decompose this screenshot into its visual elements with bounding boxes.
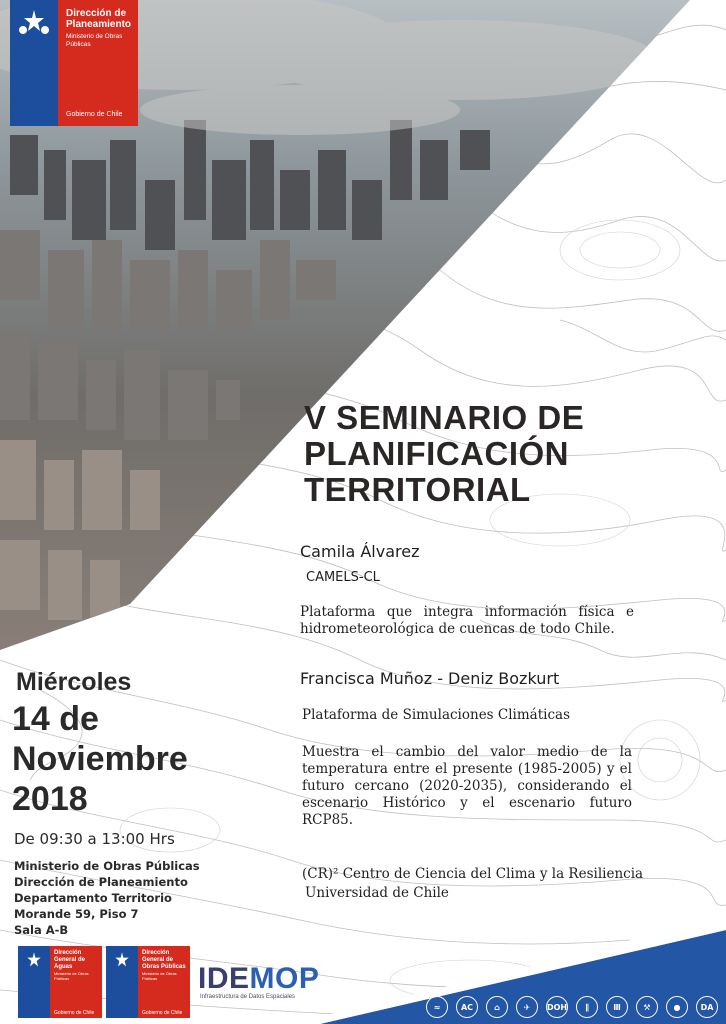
da-icon: DA <box>696 996 718 1018</box>
idemop-mop: MOP <box>249 962 320 995</box>
logo-government: Gobierno de Chile <box>66 111 123 118</box>
pillar-icon: Ⅲ <box>606 996 628 1018</box>
water-icon: ≈ <box>426 996 448 1018</box>
doh-icon: DOH <box>546 996 568 1018</box>
affiliation-line-1: (CR)² Centro de Ciencia del Clima y la Resiliencia <box>302 866 644 882</box>
idemop-ide: IDE <box>198 962 250 995</box>
dgop-logo <box>106 946 190 1018</box>
logo-name: Dirección General de Aguas <box>54 950 86 970</box>
logo-government: Gobierno de Chile <box>142 1010 183 1016</box>
talk-2-description: Muestra el cambio del valor medio de la temperatura entre el presente (1985-2005) y el futuro cercano (2020-2035), considerando el escenario Histórico y el escenario futuro RCP85. <box>302 744 632 828</box>
venue-line: Morande 59, Piso 7 <box>14 907 139 921</box>
logo-org-name: Dirección de Planeamiento <box>66 8 132 30</box>
venue-line: Sala A-B <box>14 923 69 937</box>
chile-crest-icon <box>111 951 133 971</box>
event-day: Miércoles <box>16 668 132 696</box>
idemop-logo <box>198 962 319 996</box>
title-line: PLANIFICACIÓN <box>304 435 569 472</box>
logo-government: Gobierno de Chile <box>54 1010 95 1016</box>
venue-line: Departamento Territorio <box>14 891 172 905</box>
airplane-icon: ✈ <box>516 996 538 1018</box>
event-date-line-1: 14 de <box>12 700 99 738</box>
ac-icon: AC <box>456 996 478 1018</box>
idemop-tagline: Infraestructura de Datos Espaciales <box>200 994 296 1000</box>
venue-line: Dirección de Planeamiento <box>14 875 188 889</box>
talk-1-description: Plataforma que integra información física e hidrometeorológica de cuencas de todo Chile. <box>300 604 634 637</box>
road-icon: ∥ <box>576 996 598 1018</box>
logo-ministry: Ministerio de Obras Públicas <box>142 971 177 981</box>
ministry-logo <box>10 0 138 126</box>
logo-ministry: Ministerio de Obras Públicas <box>66 33 123 48</box>
event-hours: De 09:30 a 13:00 Hrs <box>14 830 175 848</box>
event-year: 2018 <box>12 780 88 818</box>
event-date-line-2: Noviembre <box>12 740 188 778</box>
dga-logo <box>18 946 102 1018</box>
chile-crest-icon <box>18 8 50 38</box>
speaker-1-name: Camila Álvarez <box>300 542 420 561</box>
event-title <box>304 400 584 508</box>
venue-address <box>14 858 200 938</box>
talk-2-subtitle: Plataforma de Simulaciones Climáticas <box>302 707 570 723</box>
speaker-2-name: Francisca Muñoz - Deniz Bozkurt <box>300 669 560 688</box>
chile-crest-icon <box>23 951 45 971</box>
tools-icon: ⚒ <box>636 996 658 1018</box>
title-line: TERRITORIAL <box>304 471 531 508</box>
affiliation-line-2: Universidad de Chile <box>305 885 449 901</box>
venue-line: Ministerio de Obras Públicas <box>14 859 200 873</box>
title-line: V SEMINARIO DE <box>304 399 585 436</box>
drop-icon: ● <box>666 996 688 1018</box>
building-icon: ⌂ <box>486 996 508 1018</box>
logo-ministry: Ministerio de Obras Públicas <box>54 971 89 981</box>
logo-name: Dirección General de Obras Públicas <box>142 950 186 970</box>
talk-1-subtitle: CAMELS-CL <box>306 570 380 585</box>
service-icons <box>426 996 726 1020</box>
